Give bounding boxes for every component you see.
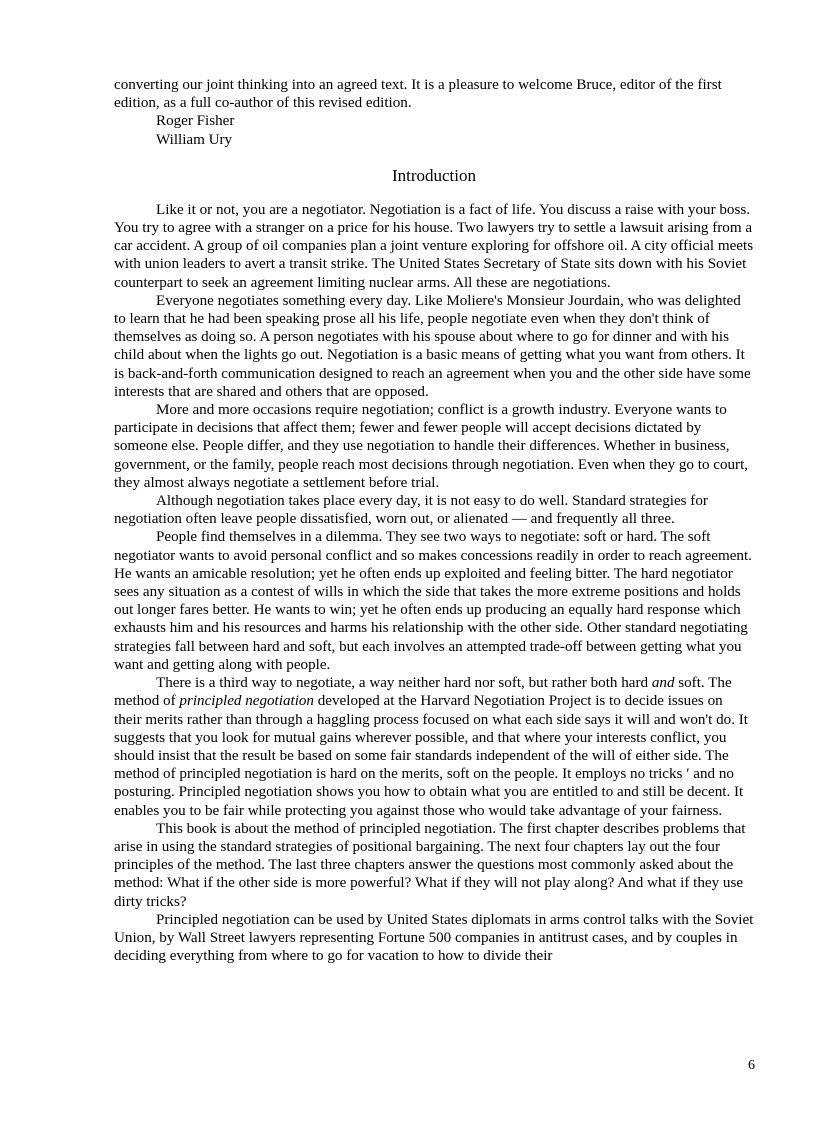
paragraph-6-emphasis-and: and	[651, 675, 675, 692]
paragraph-2: Everyone negotiates something every day. Like Moliere's Monsieur Jourdain, who was delighted to learn that he had been speaking prose all his life, people negotiate even when they don't think of themselves as doing so. A person negotiates with his spouse about where to go for dinner and with his child about when the lights go out. Negotiation is a basic means of getting what you want from others. It is back-and-forth communication designed to reach an agreement when you and the other side have some interests that are shared and others that are opposed.	[114, 292, 751, 400]
document-page	[114, 76, 754, 965]
paragraph-6-part-a: There is a third way to negotiate, a way neither hard nor soft, but rather both hard	[156, 675, 652, 692]
paragraph-6-part-c: developed at the Harvard Negotiation Project is to decide issues on their merits rather than through a haggling process focused on what each side says it will and won't do. It suggests that you look for mutual gains wherever possible, and that where your interests conflict, you should insist that the result be based on some fair standards independent of the will of either side. The method of principled negotiation is hard on the merits, soft on the people. It employs no tricks ′ and no posturing. Principled negotiation shows you how to obtain what you are entitled to and still be decent. It enables you to be fair while protecting you against those who would take advantage of your fairness.	[114, 693, 748, 819]
paragraph-1: Like it or not, you are a negotiator. Negotiation is a fact of life. You discuss a raise with your boss. You try to agree with a stranger on a price for his house. Two lawyers try to settle a lawsuit arising from a car accident. A group of oil companies plan a joint venture exploring for offshore oil. A city official meets with union leaders to avert a transit strike. The United States Secretary of State sits down with his Soviet counterpart to seek an agreement limiting nuclear arms. All these are negotiations.	[114, 201, 754, 291]
section-title: Introduction	[391, 165, 477, 185]
paragraph-7: This book is about the method of principled negotiation. The first chapter describes problems that arise in using the standard strategies of positional bargaining. The next four chapters lay out the four principles of the method. The last three chapters answer the questions most commonly asked about the method: What if the other side is more powerful? What if they will not play along? And what if they use dirty tricks?	[114, 820, 746, 910]
paragraph-3: More and more occasions require negotiation; conflict is a growth industry. Everyone wants to participate in decisions that affect them; fewer and fewer people will accept decisions dictated by someone else. People differ, and they use negotiation to handle their differences. Whether in business, government, or the family, people reach most decisions through negotiation. Even when they go to court, they almost always negotiate a settlement before trial.	[114, 402, 749, 491]
paragraph-8: Principled negotiation can be used by United States diplomats in arms control talks with the Soviet Union, by Wall Street lawyers representing Fortune 500 companies in antitrust cases, and by couples in deciding everything from where to go for vacation to how to divide their	[114, 911, 754, 965]
opening-paragraph: converting our joint thinking into an agreed text. It is a pleasure to welcome Bruce, editor of the first edition, as a full co-author of this revised edition.	[114, 77, 722, 112]
paragraph-4: Although negotiation takes place every day, it is not easy to do well. Standard strategies for negotiation often leave people dissatisfied, worn out, or alienated — and frequently all three.	[114, 493, 708, 528]
signature-roger-fisher: Roger Fisher	[156, 113, 235, 130]
paragraph-5: People find themselves in a dilemma. They see two ways to negotiate: soft or hard. The soft negotiator wants to avoid personal conflict and so makes concessions readily in order to reach agreement. He wants an amicable resolution; yet he often ends up exploited and feeling bitter. The hard negotiator sees any situation as a contest of wills in which the side that takes the more extreme positions and holds out longer fares better. He wants to win; yet he often ends up producing an equally hard response which exhausts him and his resources and harms his relationship with the other side. Other standard negotiating strategies fall between hard and soft, but each involves an attempted trade-off between getting what you want and getting along with people.	[114, 529, 752, 673]
paragraph-6-emphasis-principled: principled negotiation	[179, 693, 314, 710]
page-number: 6	[748, 1058, 755, 1073]
signature-william-ury: William Ury	[156, 131, 233, 148]
paragraph-6-part-b: soft. The method of	[114, 675, 732, 710]
paragraph-6	[114, 674, 754, 820]
